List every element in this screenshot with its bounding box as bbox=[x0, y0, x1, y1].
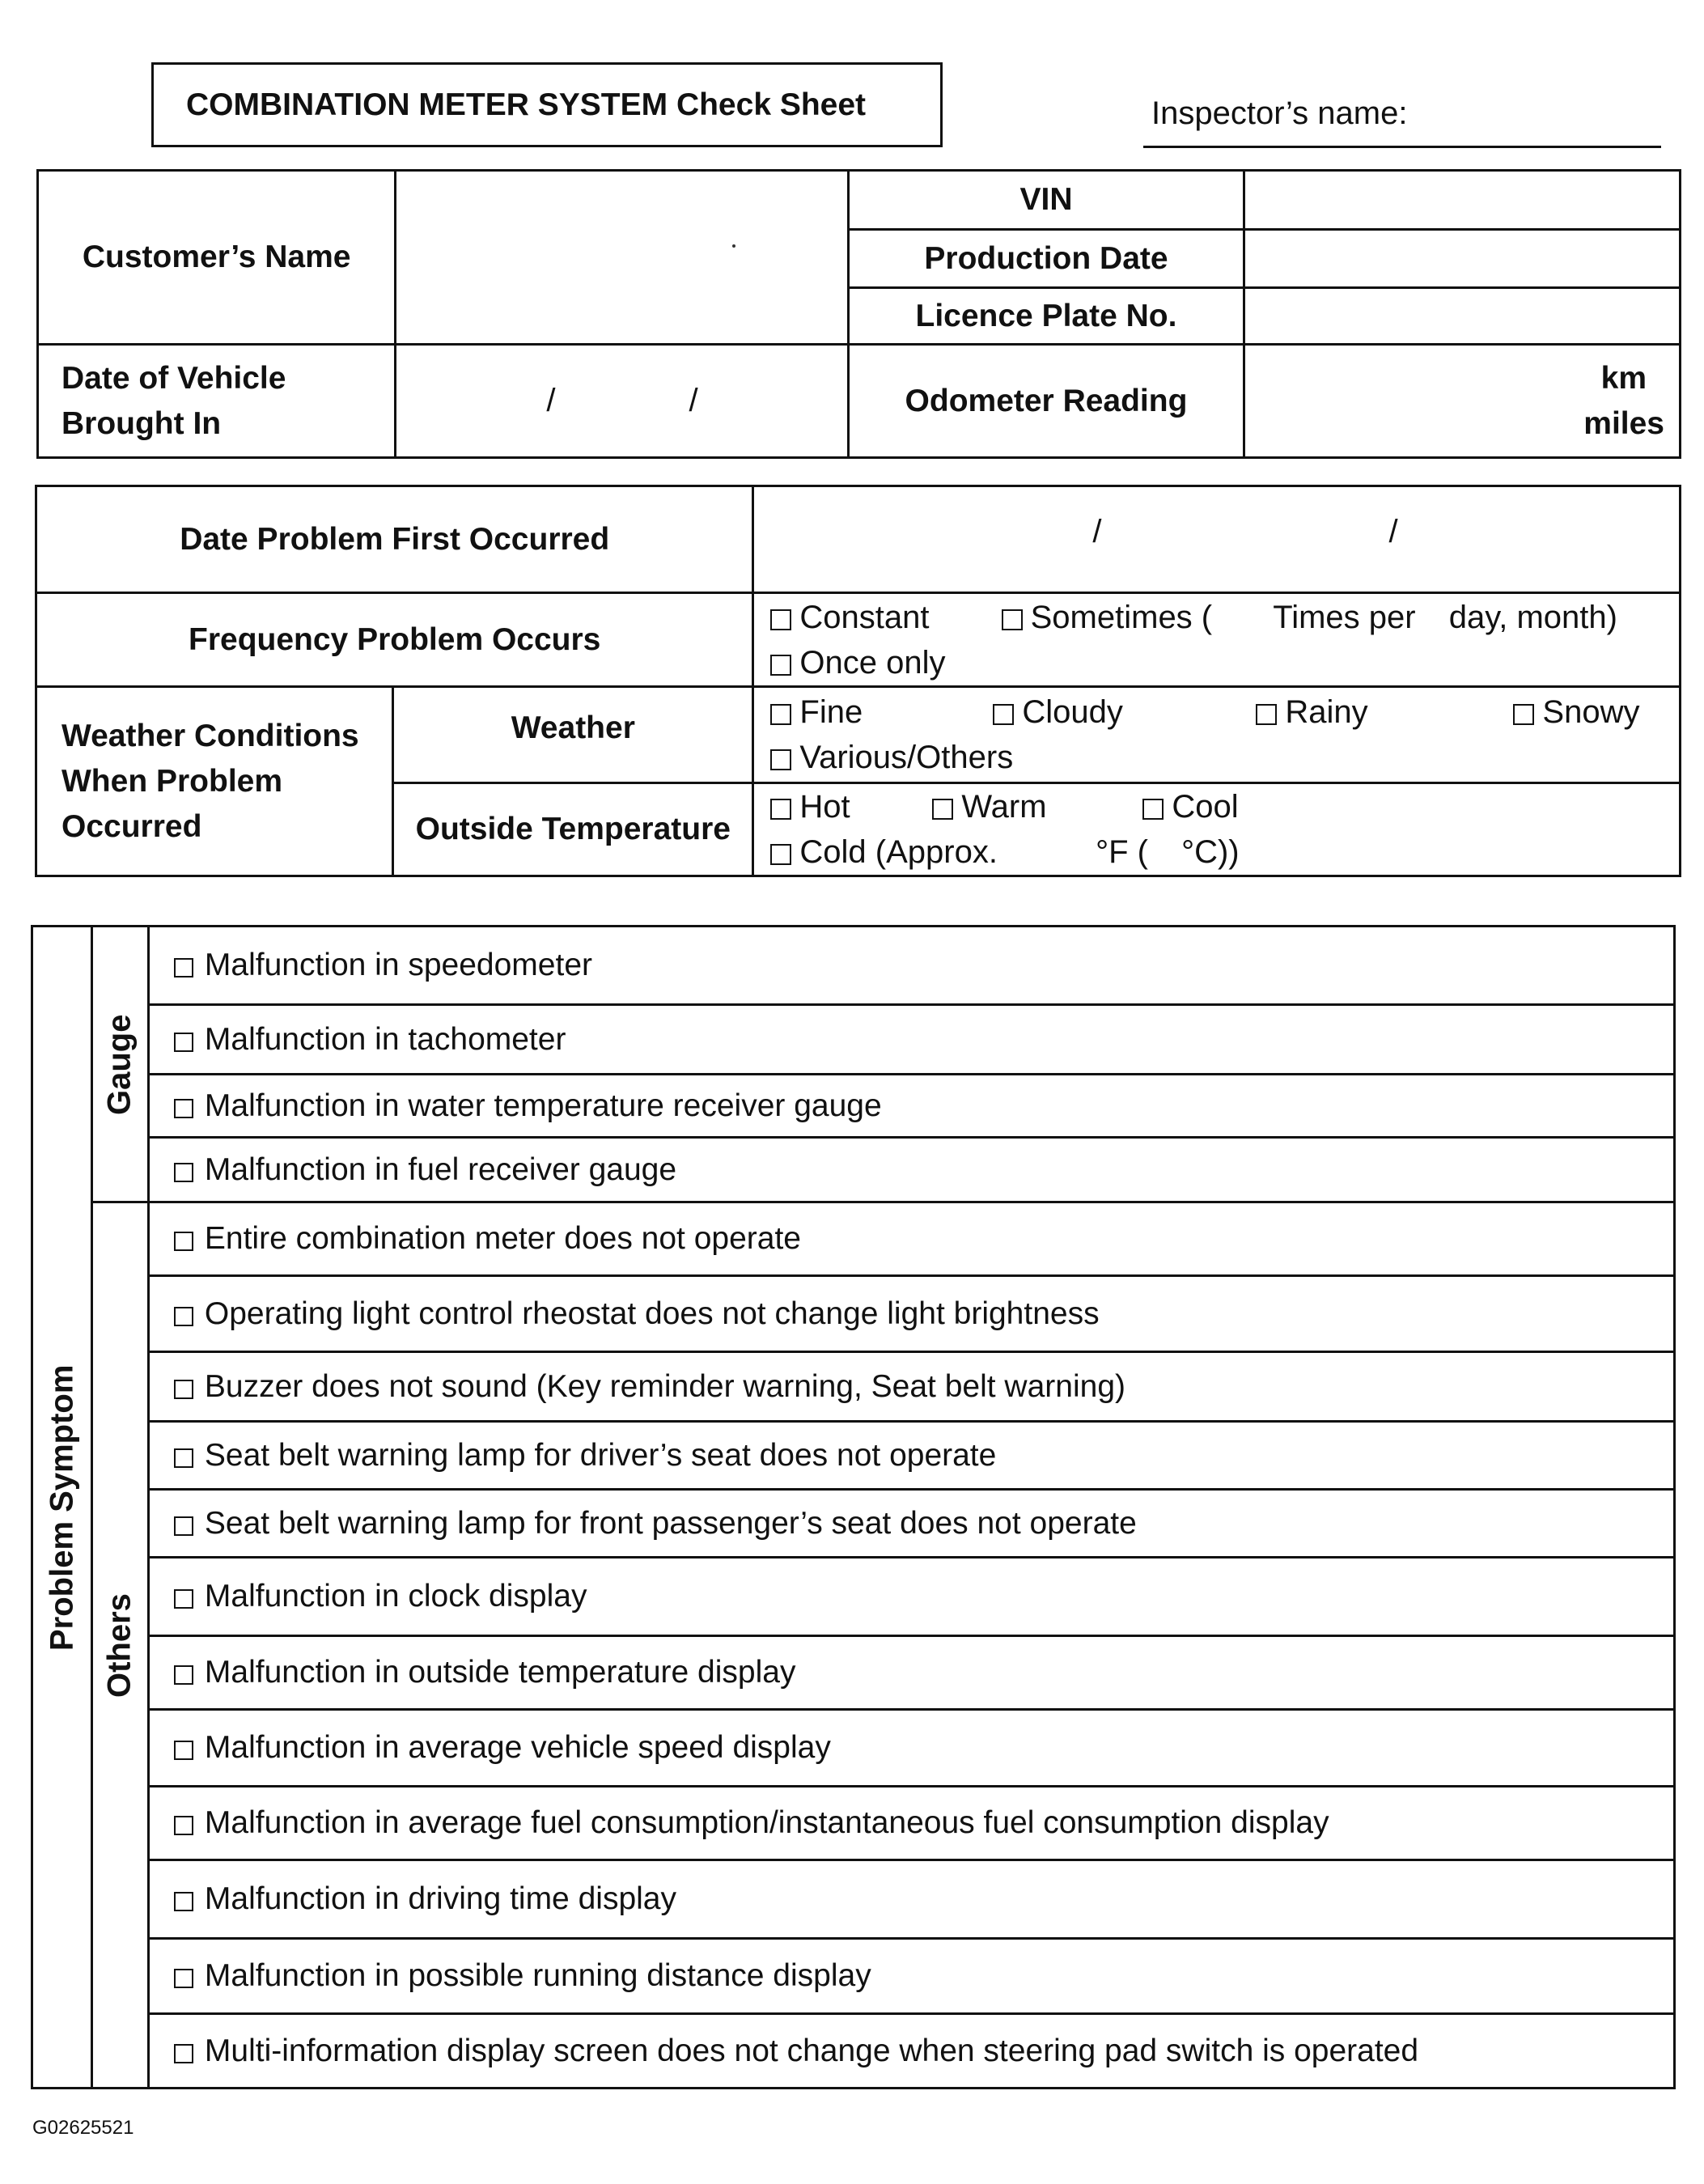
licence-plate-label: Licence Plate No. bbox=[848, 288, 1244, 345]
symptom-text: Malfunction in outside temperature display bbox=[204, 1655, 796, 1690]
symptom-row[interactable] bbox=[148, 1860, 1674, 1939]
weather-fine[interactable]: Fine bbox=[770, 689, 863, 735]
date-first-occurred-label: Date Problem First Occurred bbox=[36, 486, 753, 593]
checkbox[interactable] bbox=[770, 704, 791, 725]
symptom-row[interactable] bbox=[148, 927, 1674, 1005]
symptom-text: Operating light control rheostat does not change light brightness bbox=[204, 1296, 1100, 1331]
date-first-occurred-field[interactable] bbox=[753, 486, 1681, 593]
temp-warm[interactable]: Warm bbox=[932, 784, 1046, 829]
problem-symptom-label: Problem Symptom bbox=[32, 927, 92, 2089]
others-label: Others bbox=[91, 1202, 148, 2089]
checkbox[interactable] bbox=[174, 1307, 193, 1326]
weather-conditions-line3: Occurred bbox=[61, 808, 202, 844]
checkbox[interactable] bbox=[770, 609, 791, 630]
frequency-options bbox=[753, 593, 1681, 687]
checkbox[interactable] bbox=[770, 799, 791, 820]
symptom-text: Buzzer does not sound (Key reminder warning, Seat belt warning) bbox=[204, 1368, 1125, 1404]
checkbox[interactable] bbox=[174, 1232, 193, 1251]
checkbox[interactable] bbox=[174, 1816, 193, 1835]
checkbox[interactable] bbox=[1513, 704, 1534, 725]
symptom-text: Malfunction in fuel receiver gauge bbox=[204, 1151, 677, 1187]
unit-km: km bbox=[1600, 360, 1647, 396]
date-brought-in-label-line2: Brought In bbox=[61, 405, 222, 441]
checkbox[interactable] bbox=[174, 1033, 193, 1052]
temp-cold[interactable]: Cold (Approx. bbox=[770, 834, 998, 870]
weather-conditions-label bbox=[36, 687, 393, 876]
symptom-row[interactable] bbox=[148, 1710, 1674, 1787]
date-separator: / bbox=[689, 383, 698, 418]
weather-label: Weather bbox=[393, 687, 753, 783]
production-date-field[interactable] bbox=[1244, 230, 1681, 288]
customer-name-field[interactable] bbox=[396, 171, 848, 345]
symptom-row[interactable] bbox=[148, 1422, 1674, 1490]
vin-label: VIN bbox=[848, 171, 1244, 230]
date-separator: / bbox=[546, 383, 556, 418]
checkbox[interactable] bbox=[1142, 799, 1164, 820]
frequency-label: Frequency Problem Occurs bbox=[36, 593, 753, 687]
date-brought-in-field[interactable] bbox=[396, 345, 848, 458]
checkbox[interactable] bbox=[174, 1665, 193, 1685]
sheet-title: COMBINATION METER SYSTEM Check Sheet bbox=[151, 62, 943, 147]
date-brought-in-label bbox=[38, 345, 396, 458]
weather-rainy[interactable]: Rainy bbox=[1256, 689, 1367, 735]
symptom-text: Entire combination meter does not operate bbox=[204, 1221, 801, 1256]
figure-code: G02625521 bbox=[32, 2117, 134, 2139]
checkbox[interactable] bbox=[174, 1516, 193, 1536]
symptom-text: Malfunction in possible running distance display bbox=[204, 1958, 871, 1993]
checkbox[interactable] bbox=[932, 799, 953, 820]
weather-conditions-line1: Weather Conditions bbox=[61, 718, 359, 753]
odometer-field[interactable] bbox=[1244, 345, 1681, 458]
frequency-sometimes[interactable]: Sometimes ( bbox=[1002, 600, 1213, 635]
symptom-text: Multi-information display screen does not change when steering pad switch is operated bbox=[204, 2033, 1419, 2068]
symptom-row[interactable] bbox=[148, 1490, 1674, 1558]
frequency-constant[interactable]: Constant bbox=[770, 600, 929, 635]
temp-deg-f: °F ( bbox=[1096, 834, 1148, 870]
gauge-label: Gauge bbox=[91, 927, 148, 1202]
frequency-day-month: day, month) bbox=[1448, 599, 1617, 635]
licence-plate-field[interactable] bbox=[1244, 288, 1681, 345]
checkbox[interactable] bbox=[770, 749, 791, 770]
problem-symptom-table bbox=[31, 925, 1676, 2089]
weather-conditions-line2: When Problem bbox=[61, 763, 283, 799]
weather-cloudy[interactable]: Cloudy bbox=[993, 689, 1123, 735]
unit-miles: miles bbox=[1583, 405, 1664, 441]
symptom-text: Malfunction in average vehicle speed display bbox=[204, 1730, 831, 1765]
temp-deg-c: °C)) bbox=[1181, 834, 1240, 870]
date-separator: / bbox=[1092, 514, 1102, 549]
frequency-times-per: Times per bbox=[1273, 599, 1416, 635]
symptom-text: Seat belt warning lamp for driver’s seat does not operate bbox=[204, 1437, 997, 1473]
checkbox[interactable] bbox=[1002, 609, 1023, 630]
customer-name-label: Customer’s Name bbox=[38, 171, 396, 345]
checkbox[interactable] bbox=[174, 958, 193, 977]
symptom-text: Malfunction in average fuel consumption/instantaneous fuel consumption display bbox=[204, 1805, 1329, 1840]
symptom-row[interactable] bbox=[148, 1787, 1674, 1860]
symptom-text: Malfunction in water temperature receiver gauge bbox=[204, 1088, 882, 1123]
inspector-name-field[interactable] bbox=[1143, 146, 1661, 148]
checkbox[interactable] bbox=[174, 1741, 193, 1760]
symptom-row[interactable] bbox=[148, 1558, 1674, 1636]
temperature-options bbox=[753, 783, 1681, 876]
symptom-text: Seat belt warning lamp for front passenger’s seat does not operate bbox=[204, 1505, 1137, 1541]
symptom-text: Malfunction in driving time display bbox=[204, 1881, 676, 1916]
production-date-label: Production Date bbox=[848, 230, 1244, 288]
checkbox[interactable] bbox=[174, 1589, 193, 1609]
vehicle-info-table bbox=[36, 169, 1681, 459]
symptom-text: Malfunction in clock display bbox=[204, 1579, 587, 1614]
outside-temperature-label: Outside Temperature bbox=[393, 783, 753, 876]
checkbox[interactable] bbox=[174, 1969, 193, 1988]
vin-field[interactable] bbox=[1244, 171, 1681, 230]
checkbox[interactable] bbox=[174, 1448, 193, 1468]
symptom-row[interactable] bbox=[148, 1939, 1674, 2014]
weather-options bbox=[753, 687, 1681, 783]
date-brought-in-label-line1: Date of Vehicle bbox=[61, 360, 286, 396]
checkbox[interactable] bbox=[174, 1163, 193, 1182]
odometer-label: Odometer Reading bbox=[848, 345, 1244, 458]
symptom-row[interactable] bbox=[148, 1352, 1674, 1422]
symptom-text: Malfunction in tachometer bbox=[204, 1021, 566, 1057]
symptom-row[interactable] bbox=[148, 1005, 1674, 1075]
date-separator: / bbox=[1388, 514, 1398, 549]
inspector-name-label: Inspector’s name: bbox=[1151, 95, 1408, 131]
speck bbox=[732, 244, 735, 248]
symptom-row[interactable] bbox=[148, 1202, 1674, 1276]
checkbox[interactable] bbox=[174, 1892, 193, 1911]
checkbox[interactable] bbox=[174, 1099, 193, 1118]
temp-cool[interactable]: Cool bbox=[1142, 784, 1238, 829]
symptom-row[interactable] bbox=[148, 1276, 1674, 1352]
checkbox[interactable] bbox=[174, 1380, 193, 1399]
problem-info-table bbox=[35, 485, 1681, 877]
checkbox[interactable] bbox=[1256, 704, 1277, 725]
symptom-row[interactable] bbox=[148, 1138, 1674, 1202]
checkbox[interactable] bbox=[993, 704, 1014, 725]
checkbox[interactable] bbox=[174, 2044, 193, 2063]
frequency-once-only[interactable]: Once only bbox=[770, 645, 945, 681]
symptom-text: Malfunction in speedometer bbox=[204, 948, 592, 982]
checkbox[interactable] bbox=[770, 655, 791, 676]
symptom-row[interactable] bbox=[148, 1075, 1674, 1138]
symptom-row[interactable] bbox=[148, 1636, 1674, 1710]
weather-various[interactable]: Various/Others bbox=[770, 740, 1013, 775]
checkbox[interactable] bbox=[770, 844, 791, 865]
temp-hot[interactable]: Hot bbox=[770, 784, 850, 829]
weather-snowy[interactable]: Snowy bbox=[1513, 689, 1639, 735]
symptom-row[interactable] bbox=[148, 2014, 1674, 2089]
